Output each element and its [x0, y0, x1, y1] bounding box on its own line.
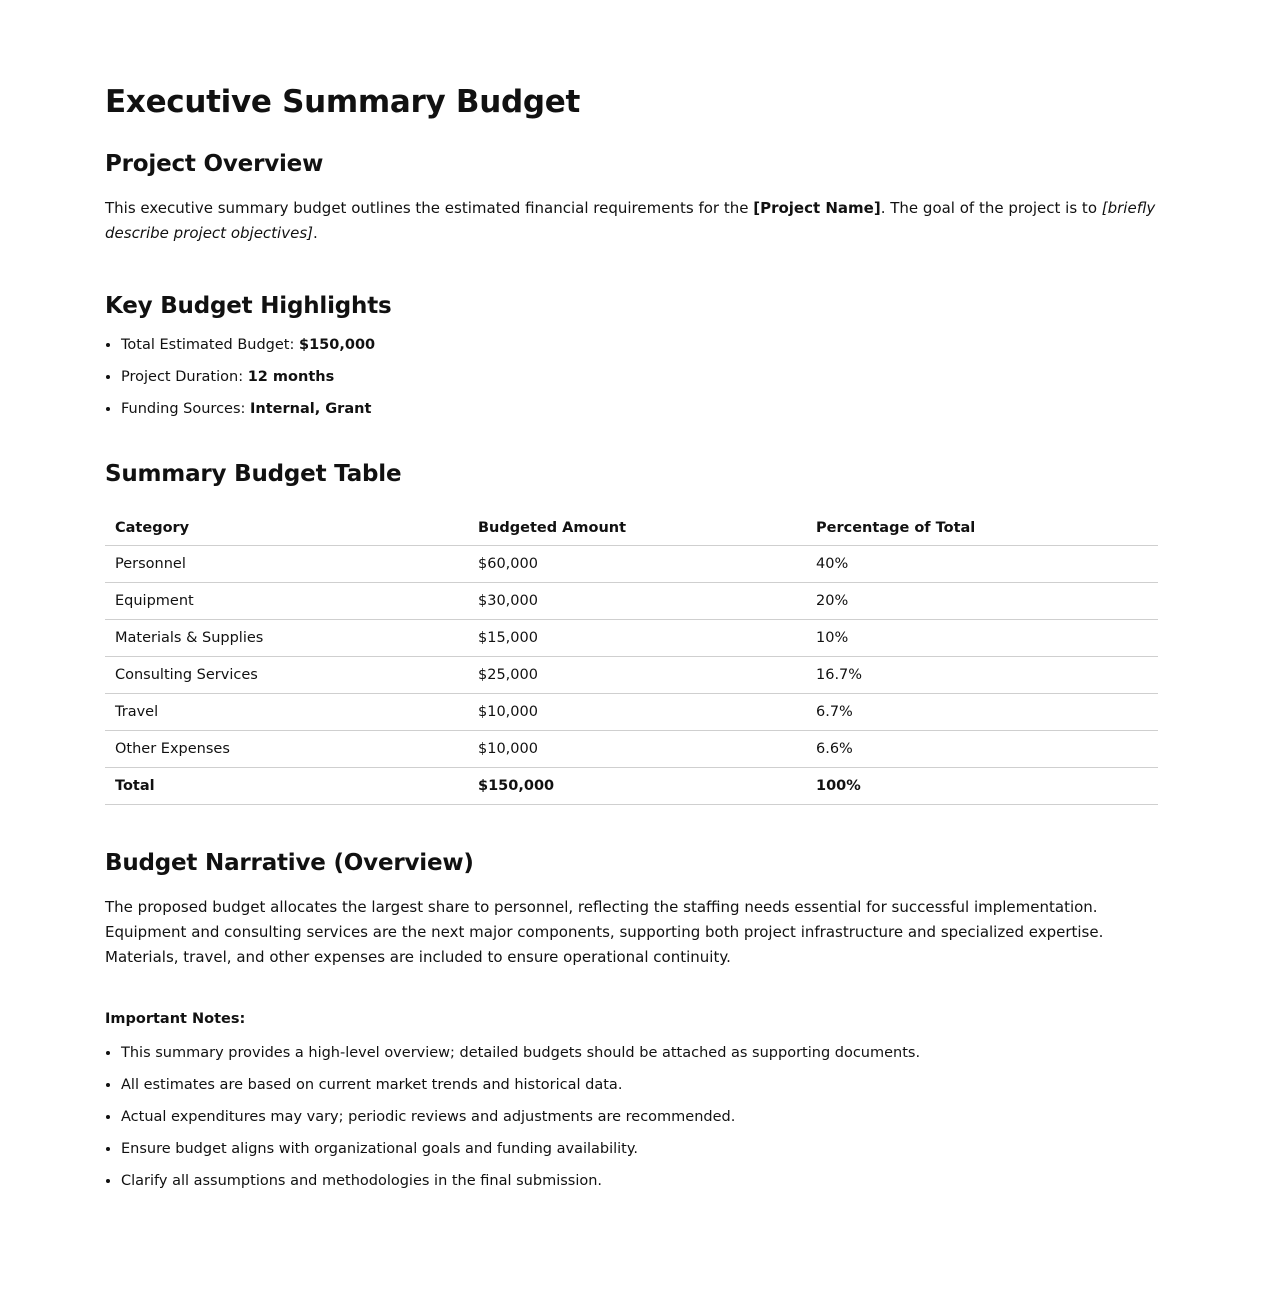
- cell-total-percentage: 100%: [806, 768, 1158, 805]
- highlight-label: Project Duration:: [121, 369, 248, 385]
- cell-percentage: 16.7%: [806, 657, 1158, 694]
- cell-amount: $60,000: [468, 546, 806, 583]
- overview-text-before: This executive summary budget outlines the estimated financial requirements for the: [105, 199, 754, 217]
- cell-amount: $10,000: [468, 731, 806, 768]
- cell-category: Other Expenses: [105, 731, 468, 768]
- summary-budget-table: [105, 510, 1158, 805]
- cell-category: Equipment: [105, 583, 468, 620]
- cell-total-label: Total: [105, 768, 468, 805]
- highlight-project-duration: [121, 366, 1158, 388]
- highlight-label: Funding Sources:: [121, 401, 251, 417]
- cell-category: Materials & Supplies: [105, 620, 468, 657]
- table-total-row: [105, 768, 1158, 805]
- table-row: [105, 657, 1158, 694]
- document-page: [105, 0, 1158, 1192]
- note-item: • Clarify all assumptions and methodologies in the final submission.: [121, 1170, 1158, 1192]
- document-title: Executive Summary Budget: [105, 84, 581, 120]
- key-highlights-heading: Key Budget Highlights: [105, 293, 392, 319]
- table-row: [105, 694, 1158, 731]
- cell-percentage: 20%: [806, 583, 1158, 620]
- project-name-placeholder: [Project Name]: [753, 199, 881, 217]
- highlight-value: 12 months: [247, 369, 335, 385]
- column-header-percentage: Percentage of Total: [806, 510, 1158, 546]
- table-row: [105, 546, 1158, 583]
- table-row: [105, 620, 1158, 657]
- project-overview-heading: Project Overview: [105, 151, 324, 177]
- note-item: • Actual expenditures may vary; periodic reviews and adjustments are recommended.: [121, 1106, 1158, 1128]
- cell-category: Consulting Services: [105, 657, 468, 694]
- summary-table-heading: Summary Budget Table: [105, 461, 402, 487]
- table-row: [105, 583, 1158, 620]
- cell-percentage: 10%: [806, 620, 1158, 657]
- cell-amount: $10,000: [468, 694, 806, 731]
- note-item: • This summary provides a high-level overview; detailed budgets should be attached as supporting documents.: [121, 1042, 1158, 1064]
- objectives-placeholder: [briefly describe project objectives]: [105, 199, 1156, 242]
- highlights-list: [105, 334, 1158, 420]
- important-notes-list: [105, 1042, 1158, 1192]
- table-row: [105, 731, 1158, 768]
- cell-category: Personnel: [105, 546, 468, 583]
- project-overview-paragraph: [105, 196, 1158, 246]
- cell-percentage: 6.6%: [806, 731, 1158, 768]
- highlight-funding-sources: [121, 398, 1158, 420]
- budget-narrative-heading: Budget Narrative (Overview): [105, 850, 474, 876]
- important-notes-label: Important Notes:: [105, 1011, 246, 1027]
- cell-amount: $30,000: [468, 583, 806, 620]
- column-header-budgeted-amount: Budgeted Amount: [468, 510, 806, 546]
- cell-percentage: 6.7%: [806, 694, 1158, 731]
- cell-total-amount: $150,000: [468, 768, 806, 805]
- note-item: • All estimates are based on current market trends and historical data.: [121, 1074, 1158, 1096]
- note-item: • Ensure budget aligns with organizational goals and funding availability.: [121, 1138, 1158, 1160]
- highlight-total-budget: [121, 334, 1158, 356]
- overview-text-middle: . The goal of the project is to: [880, 199, 1102, 217]
- highlight-label: Total Estimated Budget:: [121, 337, 299, 353]
- column-header-category: Category: [105, 510, 468, 546]
- cell-amount: $25,000: [468, 657, 806, 694]
- cell-percentage: 40%: [806, 546, 1158, 583]
- cell-category: Travel: [105, 694, 468, 731]
- budget-narrative-paragraph: The proposed budget allocates the largest share to personnel, reflecting the staffing needs essential for successful implementation. Equipment and consulting services are the next major components, supporting both project infrastructure and specialized expertise. Materials, travel, and other expenses are included to ensure operational continuity.: [105, 898, 1104, 966]
- highlight-value: $150,000: [298, 337, 376, 353]
- highlight-value: Internal, Grant: [250, 401, 372, 417]
- cell-amount: $15,000: [468, 620, 806, 657]
- overview-text-end: .: [313, 224, 318, 242]
- table-header-row: [105, 510, 1158, 546]
